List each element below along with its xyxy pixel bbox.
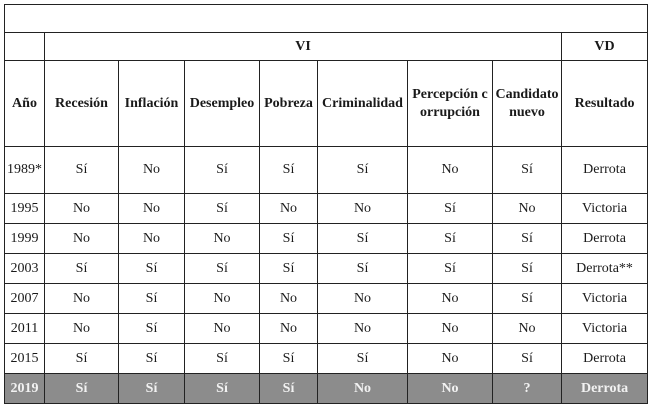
table-cell: No	[260, 314, 318, 344]
table-row-highlighted	[5, 374, 648, 404]
result-cell: Derrota	[562, 147, 648, 194]
caption-row	[5, 5, 648, 33]
table-cell: Sí	[260, 147, 318, 194]
column-header-unemployment: Desempleo	[185, 61, 260, 147]
table-cell: ?	[493, 374, 562, 404]
year-cell: 2003	[5, 254, 45, 284]
table-cell: No	[408, 314, 493, 344]
table-cell: No	[185, 284, 260, 314]
group-header-row	[5, 33, 648, 61]
year-cell: 1995	[5, 194, 45, 224]
table-row	[5, 314, 648, 344]
result-cell: Derrota	[562, 374, 648, 404]
result-cell: Victoria	[562, 284, 648, 314]
column-header-recession: Recesión	[45, 61, 119, 147]
table-cell: Sí	[493, 254, 562, 284]
table-cell: No	[408, 147, 493, 194]
table-cell: No	[45, 284, 119, 314]
table-cell: No	[318, 374, 408, 404]
table-cell: Sí	[408, 194, 493, 224]
table-cell: Sí	[45, 147, 119, 194]
table-row	[5, 284, 648, 314]
year-cell: 2019	[5, 374, 45, 404]
column-header-year: Año	[5, 61, 45, 147]
table-cell: Sí	[185, 254, 260, 284]
group-header-vi: VI	[45, 33, 562, 61]
table-cell: Sí	[119, 314, 185, 344]
table-cell: Sí	[493, 147, 562, 194]
group-header-vd: VD	[562, 33, 648, 61]
result-cell: Derrota	[562, 344, 648, 374]
table-cell: Sí	[45, 254, 119, 284]
table-cell: Sí	[185, 374, 260, 404]
table-cell: Sí	[318, 254, 408, 284]
caption-cell	[5, 5, 648, 33]
table-cell: Sí	[318, 147, 408, 194]
results-table	[4, 4, 648, 404]
table-cell: Sí	[408, 224, 493, 254]
group-header-empty	[5, 33, 45, 61]
table-cell: No	[119, 147, 185, 194]
year-cell: 2007	[5, 284, 45, 314]
year-cell: 2015	[5, 344, 45, 374]
year-cell: 1999	[5, 224, 45, 254]
table-cell: No	[45, 194, 119, 224]
table-cell: Sí	[260, 344, 318, 374]
table-cell: Sí	[185, 194, 260, 224]
column-header-row	[5, 61, 648, 147]
table-cell: Sí	[45, 344, 119, 374]
table-cell: No	[260, 194, 318, 224]
table-cell: Sí	[260, 374, 318, 404]
table-cell: No	[119, 194, 185, 224]
table-cell: No	[185, 224, 260, 254]
table-cell: Sí	[119, 284, 185, 314]
column-header-crime: Criminalidad	[318, 61, 408, 147]
result-cell: Victoria	[562, 194, 648, 224]
year-cell: 1989*	[5, 147, 45, 194]
table-cell: No	[119, 224, 185, 254]
table-cell: Sí	[493, 344, 562, 374]
table-cell: Sí	[45, 374, 119, 404]
table-cell: Sí	[493, 284, 562, 314]
column-header-inflation: Inflación	[119, 61, 185, 147]
table-cell: Sí	[185, 344, 260, 374]
table-cell: Sí	[119, 344, 185, 374]
table-row	[5, 254, 648, 284]
table-cell: Sí	[185, 147, 260, 194]
table-cell: Sí	[408, 254, 493, 284]
table-cell: No	[318, 314, 408, 344]
table-cell: No	[318, 194, 408, 224]
table-cell: No	[260, 284, 318, 314]
result-cell: Derrota**	[562, 254, 648, 284]
table-cell: Sí	[318, 224, 408, 254]
table-row	[5, 224, 648, 254]
table-cell: No	[493, 314, 562, 344]
table-cell: Sí	[119, 374, 185, 404]
table-cell: No	[408, 284, 493, 314]
table-row	[5, 344, 648, 374]
table-cell: No	[408, 374, 493, 404]
table-cell: Sí	[318, 344, 408, 374]
table-row	[5, 147, 648, 194]
column-header-result: Resultado	[562, 61, 648, 147]
table-cell: No	[185, 314, 260, 344]
table-cell: No	[45, 314, 119, 344]
table-cell: Sí	[119, 254, 185, 284]
column-header-poverty: Pobreza	[260, 61, 318, 147]
result-cell: Derrota	[562, 224, 648, 254]
year-cell: 2011	[5, 314, 45, 344]
column-header-new-candidate: Candidato nuevo	[493, 61, 562, 147]
table-cell: No	[45, 224, 119, 254]
table-cell: Sí	[260, 224, 318, 254]
column-header-corruption: Percepción corrupción	[408, 61, 493, 147]
table-cell: No	[408, 344, 493, 374]
table-row	[5, 194, 648, 224]
table-cell: Sí	[493, 224, 562, 254]
table-cell: No	[493, 194, 562, 224]
table-cell: Sí	[260, 254, 318, 284]
result-cell: Victoria	[562, 314, 648, 344]
table-cell: No	[318, 284, 408, 314]
